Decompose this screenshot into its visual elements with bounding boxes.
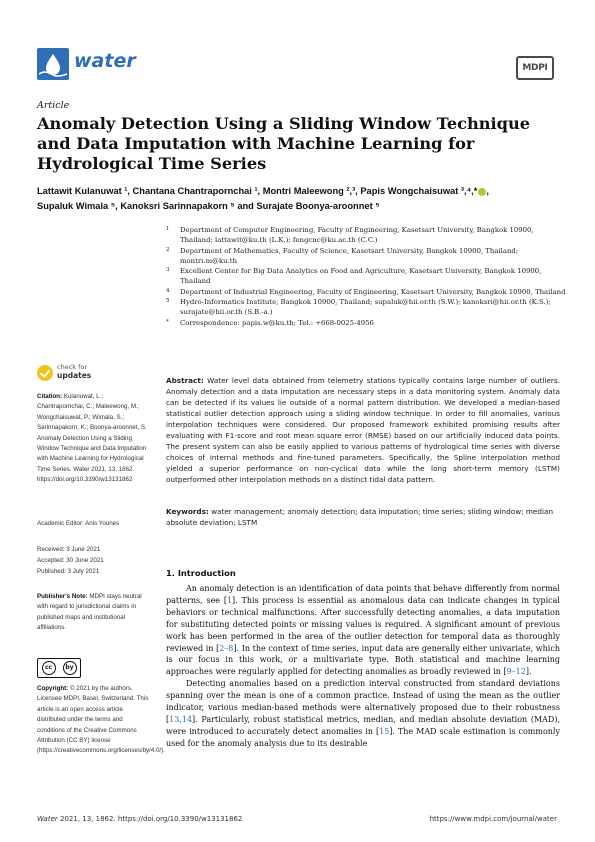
paragraph-text: ].	[525, 667, 532, 677]
affiliation-number: *	[166, 318, 169, 325]
mdpi-logo: MDPI	[516, 56, 554, 80]
abstract	[166, 375, 560, 485]
keywords	[166, 506, 560, 528]
citation-label: Citation:	[37, 393, 63, 400]
paragraph	[166, 583, 560, 678]
affiliation-text: Excellent Center for Big Data Analytics on Food and Agriculture, Kasetsart University, Bangkok 10900, Thailand	[180, 267, 542, 286]
abstract-text: Water level data obtained from telemetry stations typically contains large number of outliers. Anomaly detection and a data imputation are necessary steps in a data monitoring system. Anomaly data can be detected if its values lie outside of a normal pattern distribution. We developed a median-based statistical outlier detection approach using a sliding window technique. In order to fill anomalies, various interpolation techniques were considered. Our proposed framework exhibited promising results after evaluating with F1-score and root mean square error (RMSE) based on our artificially induced data points. The present system can also be easily applied to various patterns of hydrological time series with diverse choices of internal methods and fine-tuned parameters. Specifically, the Spline interpolation method yielded a superior performance on non-cyclical data while the long short-term memory (LSTM) outperformed other interpolation methods on a distinct tidal data pattern.	[166, 376, 560, 484]
reference-link[interactable]: 9–12	[506, 667, 526, 677]
journal-logo-icon	[37, 48, 69, 80]
affiliation-text: Department of Computer Engineering, Faculty of Engineering, Kasetsart University, Bangkok 10900, Thailand; lattawit@ku.th (L.K.); fengcnc@ku.ac.th (C.C.)	[180, 226, 534, 245]
reference-link[interactable]: 2–8	[219, 643, 234, 653]
paragraph-text: ]. This process is essential as anomalous data can indicate changes in typical behaviors or technical malfunctions. After successfully detecting anomalies, a data imputation for substituting detected points or missing values is required. A significant amount of previous work has been performed in the area of the outlier detection for temporal data as thoroughly reviewed in [	[166, 595, 560, 653]
paragraph	[166, 678, 560, 749]
paragraph-text: An anomaly detection is an identification of data points that behave differently from normal patterns, see [	[166, 584, 560, 605]
academic-editor: Academic Editor: Anis Younes	[37, 520, 120, 527]
affiliation-item	[166, 318, 566, 328]
copyright-text: © 2021 by the authors. Licensee MDPI, Basel, Switzerland. This article is an open access article distributed under the terms and conditions of the Creative Commons Attribution (CC BY) license (https://creativecommons.org/licenses/by/4.0/).	[37, 685, 165, 755]
paragraph-text: ]. In the context of time series, input data are generally either univariate, which is our focus in this work, or a multivariate type. Both statistical and machine learning approaches were regularly applied for detecting anomalies as broadly reviewed in [	[166, 643, 560, 677]
footer-citation	[37, 815, 242, 823]
paragraph-text: ]. Particularly, robust statistical metrics, median, and median absolute deviation (MAD), were introduced to accurately detect anomalies in [	[166, 714, 560, 736]
received-date: Received: 3 June 2021	[37, 546, 101, 553]
authors-line-1: Lattawit Kulanuwat ¹, Chantana Chantrapornchai ¹, Montri Maleewong ²,³, Papis Wongchaisuwat ³,⁴,* ,	[37, 186, 489, 196]
abstract-label: Abstract:	[166, 376, 204, 385]
check-updates-label: check for	[57, 363, 88, 371]
affiliation-text: Department of Industrial Engineering, Faculty of Engineering, Kasetsart University, Bangkok 10900, Thailand	[180, 287, 566, 296]
citation-block	[37, 392, 152, 486]
cc-icon: cc	[42, 661, 56, 675]
affiliation-text: Department of Mathematics, Faculty of Science, Kasetsart University, Bangkok 10900, Thailand; montri.m@ku.th	[180, 246, 519, 265]
copyright-label: Copyright:	[37, 685, 69, 692]
affiliation-number: 4	[166, 287, 170, 294]
publisher-note	[37, 592, 152, 634]
affiliation-item	[166, 287, 566, 297]
author-list	[37, 184, 567, 214]
reference-link[interactable]: 15	[379, 726, 390, 736]
published-date: Published: 3 July 2021	[37, 568, 100, 575]
body-text	[166, 583, 560, 750]
orcid-icon[interactable]	[478, 188, 486, 196]
affiliation-number: 1	[166, 226, 170, 232]
affiliation-number: 3	[166, 267, 170, 274]
check-for-updates-button[interactable]	[37, 363, 147, 385]
affiliation-item	[166, 266, 566, 287]
cc-by-license-icon[interactable]	[37, 658, 81, 678]
page-title: Anomaly Detection Using a Sliding Window Technique and Data Imputation with Machine Learning for Hydrological Time Series	[37, 114, 531, 173]
keywords-text: water management; anomaly detection; data imputation; time series; sliding window; median absolute deviation; LSTM	[166, 507, 554, 527]
footer-url-link[interactable]: https://www.mdpi.com/journal/water	[429, 815, 557, 823]
publisher-note-text: MDPI stays neutral with regard to jurisdictional claims in published maps and institutional affiliations.	[37, 593, 142, 632]
paragraph-text: ]. The MAD scale estimation is commonly used for the anomaly analysis due to its desirable	[166, 726, 560, 748]
publisher-note-label: Publisher's Note:	[37, 593, 88, 600]
citation-text: Kulanuwat, L.; Chantrapornchai, C.; Maleewong, M.; Wongchaisuwat, P.; Wimala, S.; Sarinnapakorn, K.; Boonya-aroonnet, S. Anomaly Detection Using a Sliding Window Technique and Data Imputation with Machine Learning for Hydrological Time Series. Water 2021, 13, 1862. https://doi.org/10.3390/w13131862	[37, 393, 147, 484]
accepted-date: Accepted: 30 June 2021	[37, 557, 104, 564]
journal-name: water	[74, 50, 136, 72]
affiliations	[166, 225, 566, 328]
reference-link[interactable]: 1	[226, 595, 233, 605]
copyright-notice	[37, 684, 165, 757]
paragraph-text: Detecting anomalies based on a prediction interval constructed from standard deviations spanning over the mean is one of a common practice. Instead of using the mean as the outlier indicator, various median-based methods were alternatively proposed due to their robustness [	[166, 679, 560, 724]
article-type: Article	[37, 100, 70, 111]
affiliation-number: 5	[166, 298, 170, 305]
section-heading: 1. Introduction	[166, 568, 236, 578]
affiliation-item	[166, 297, 566, 318]
footer-doi-link[interactable]: 2021, 13, 1862. https://doi.org/10.3390/w13131862	[60, 815, 243, 823]
affiliation-number: 2	[166, 246, 170, 253]
footer-journal: Water	[37, 815, 58, 823]
by-icon: by	[63, 661, 77, 675]
reference-link[interactable]: 13,14	[169, 714, 193, 724]
affiliation-item	[166, 246, 566, 267]
affiliation-text: Hydro-Informatics Institute, Bangkok 10900, Thailand; supaluk@hii.or.th (S.W.); kanoksri@hii.or.th (K.S.); surajate@hii.or.th (S.B.-a.)	[180, 298, 551, 317]
affiliation-item	[166, 225, 566, 246]
affiliation-text: Correspondence: papis.w@ku.th; Tel.: +668-0025-4956	[180, 318, 374, 327]
authors-line-2: Supaluk Wimala ⁵, Kanoksri Sarinnapakorn ⁵ and Surajate Boonya-aroonnet ⁵	[37, 201, 380, 211]
keywords-label: Keywords:	[166, 507, 209, 516]
check-updates-label-bold: updates	[57, 371, 92, 380]
check-updates-icon	[37, 365, 53, 381]
